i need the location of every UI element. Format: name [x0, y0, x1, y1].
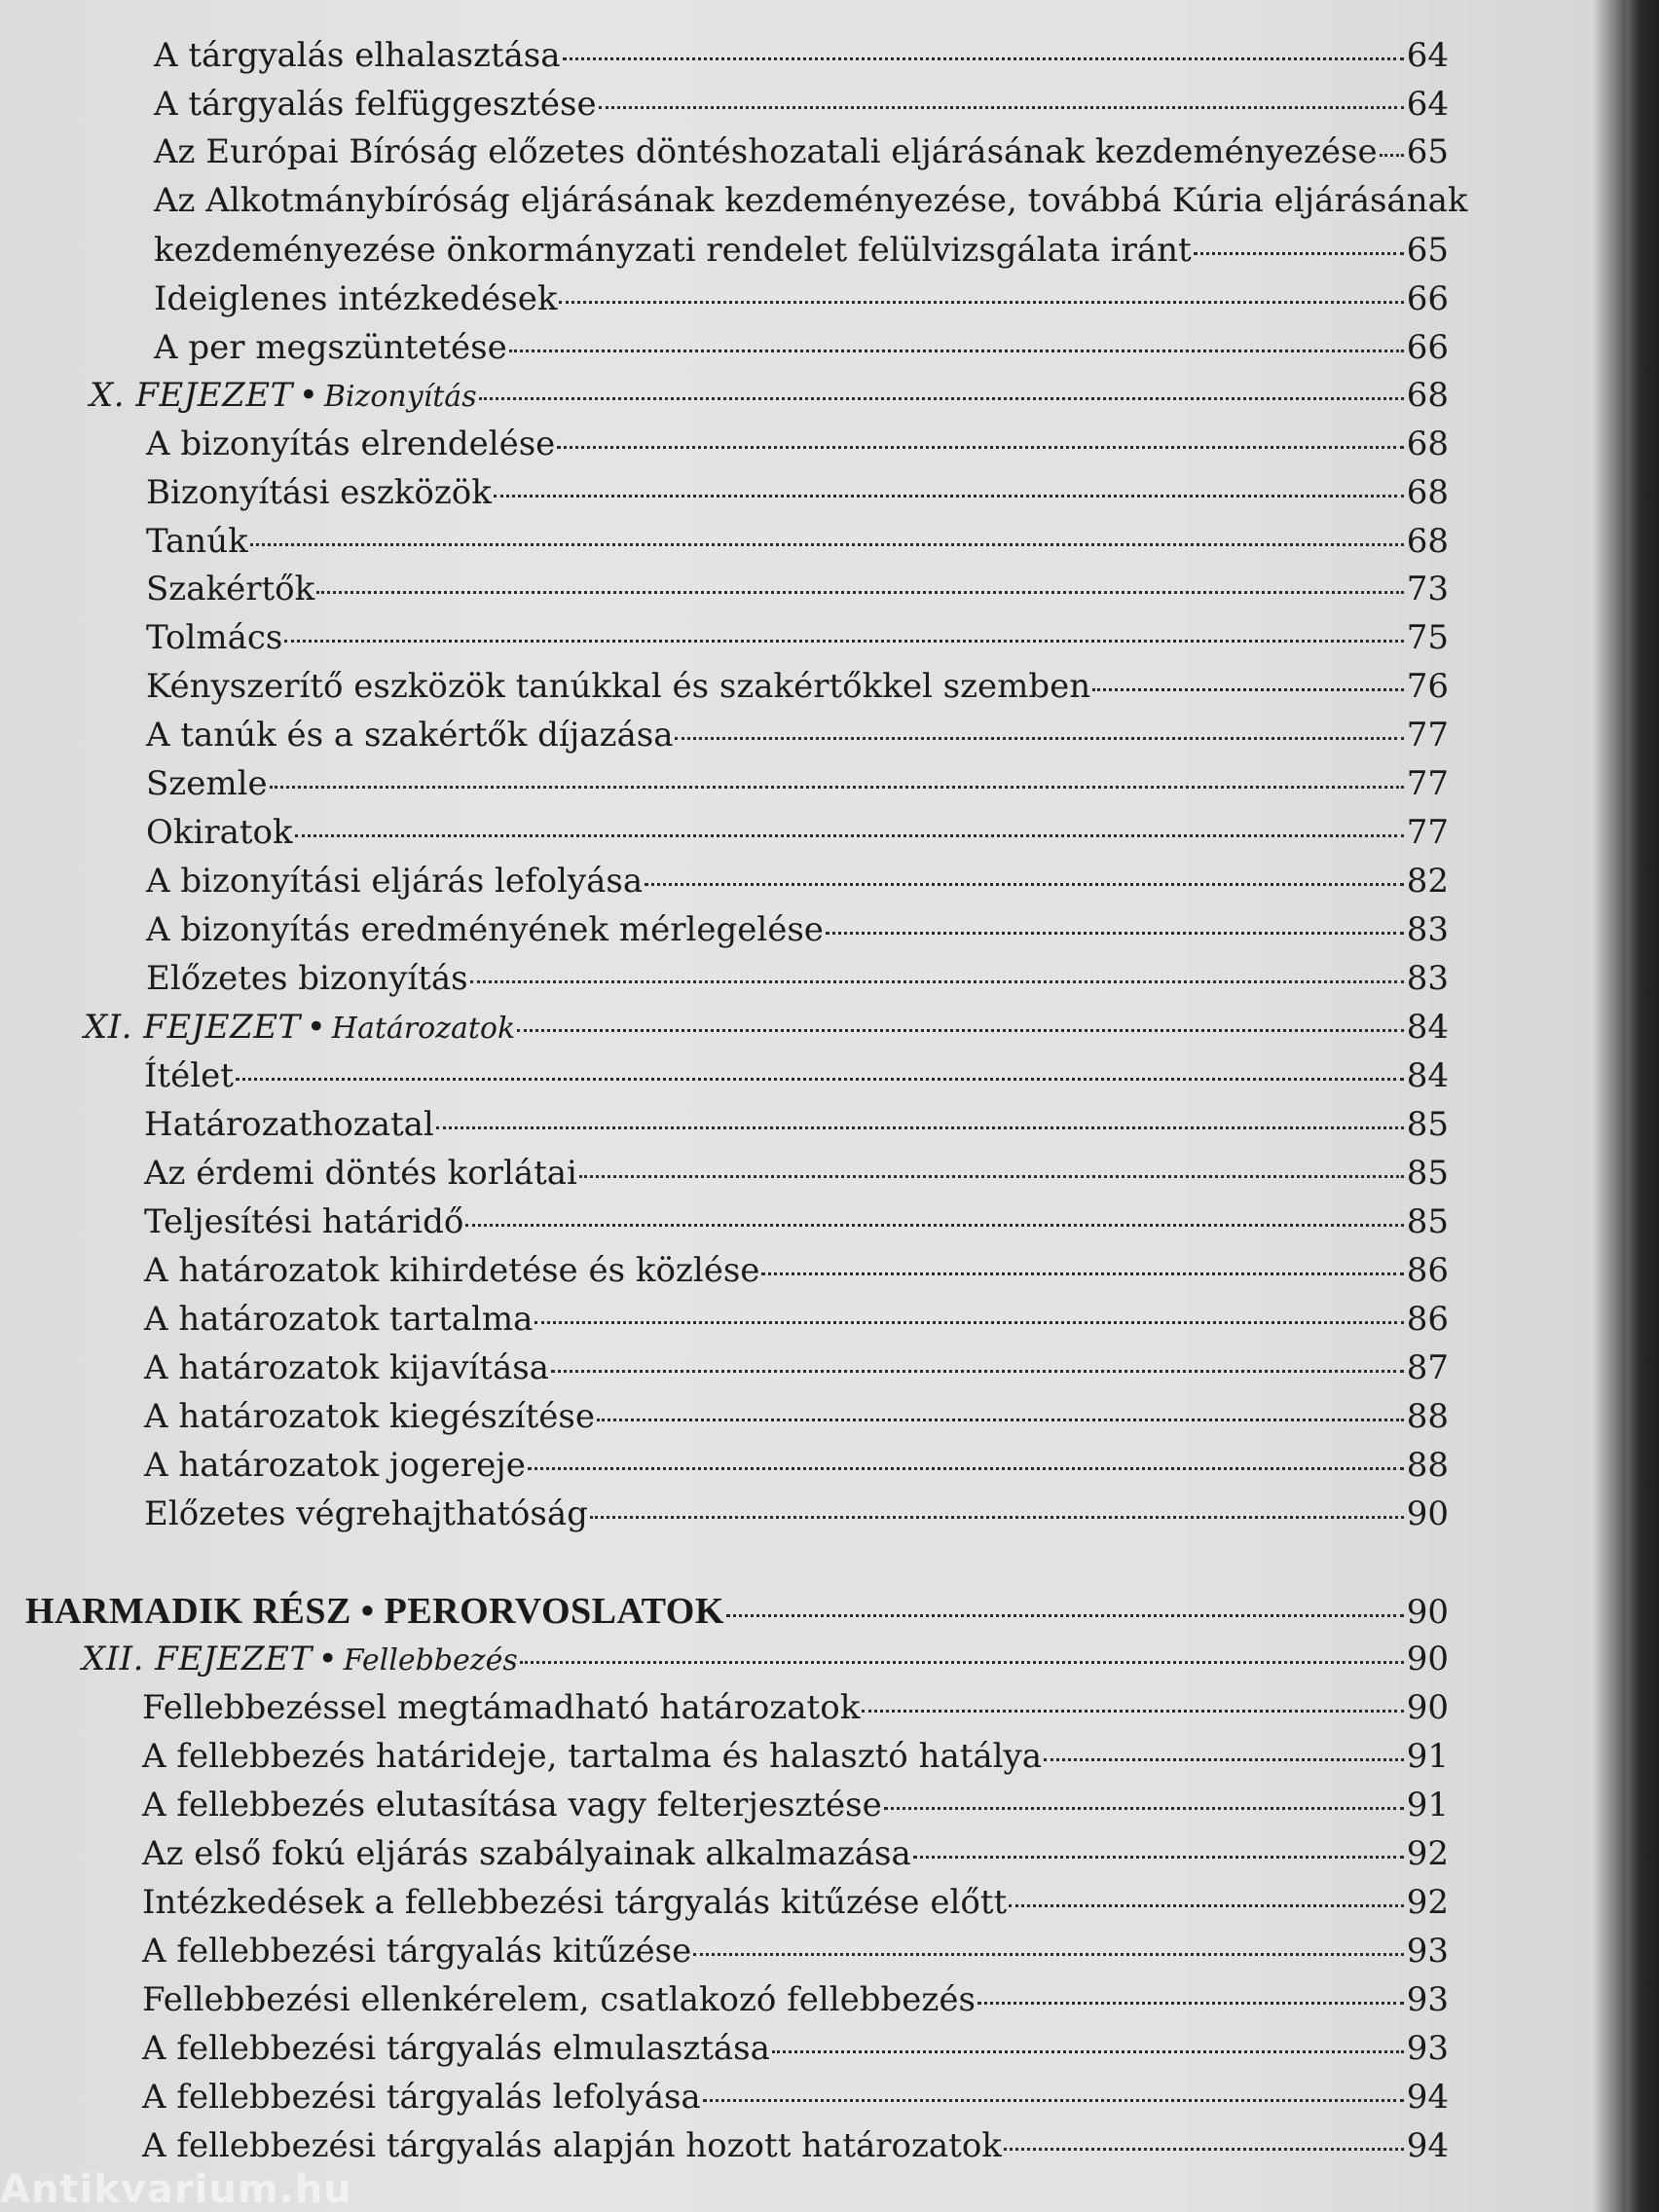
entry-page: 93 [1406, 1980, 1449, 2019]
entry-title: Határozathozatal [144, 1105, 434, 1144]
toc-entry [142, 2126, 1449, 2165]
entry-title: A határozatok jogereje [144, 1446, 526, 1485]
entry-page: 82 [1406, 862, 1449, 901]
toc-entry [154, 36, 1449, 75]
leader-dots [977, 2002, 1404, 2005]
entry-title: Intézkedések a fellebbezési tárgyalás kitűzése előtt [142, 1883, 1008, 1922]
toc-entry [154, 85, 1449, 124]
chapter-label: XII. FEJEZET [82, 1640, 313, 1678]
toc-entry [144, 1348, 1449, 1387]
entry-page: 84 [1406, 1008, 1449, 1047]
leader-dots [436, 1126, 1404, 1129]
chapter-title [84, 1008, 516, 1047]
entry-title: A fellebbezési tárgyalás alapján hozott határozatok [142, 2126, 1002, 2165]
chapter-name: Határozatok [331, 1012, 516, 1046]
entry-title: Az Európai Bíróság előzetes döntéshozatali eljárásának kezdeményezése [154, 132, 1378, 171]
chapter-label: XI. FEJEZET [84, 1008, 301, 1047]
toc-entry [146, 813, 1449, 852]
entry-title: Az érdemi döntés korlátai [144, 1154, 577, 1193]
leader-dots [509, 350, 1404, 352]
leader-dots [693, 1953, 1404, 1956]
entry-page: 75 [1406, 618, 1449, 657]
entry-title: Tanúk [146, 522, 248, 561]
leader-dots [645, 883, 1404, 886]
entry-page: 68 [1406, 522, 1449, 561]
part-heading [25, 1593, 1449, 1630]
entry-page: 88 [1406, 1397, 1449, 1436]
toc-entry [142, 1883, 1449, 1922]
entry-page: 85 [1406, 1154, 1449, 1193]
entry-page: 76 [1406, 667, 1449, 706]
entry-page: 90 [1406, 1688, 1449, 1727]
toc-entry [142, 1980, 1449, 2019]
entry-page: 85 [1406, 1202, 1449, 1241]
toc-entry [142, 1688, 1449, 1727]
entry-title: A fellebbezés határideje, tartalma és halasztó hatálya [142, 1737, 1043, 1776]
chapter-heading [84, 1008, 1449, 1047]
leader-dots [703, 2099, 1404, 2102]
leader-dots [726, 1614, 1404, 1617]
entry-title: Az első fokú eljárás szabályainak alkalmazása [142, 1834, 911, 1873]
entry-page: 85 [1406, 1105, 1449, 1144]
entry-page: 90 [1406, 1494, 1449, 1533]
entry-title: A bizonyítás eredményének mérlegelése [146, 910, 824, 949]
leader-dots [1009, 1904, 1404, 1907]
toc-entry [154, 231, 1449, 270]
entry-page: 91 [1406, 1786, 1449, 1825]
bullet-separator: • [298, 376, 318, 415]
entry-page: 84 [1406, 1056, 1449, 1095]
entry-page: 93 [1406, 2029, 1449, 2068]
toc-entry [154, 132, 1449, 171]
entry-page: 86 [1406, 1300, 1449, 1339]
entry-title: Előzetes bizonyítás [146, 959, 468, 998]
toc-entry [144, 1105, 1449, 1144]
leader-dots [862, 1710, 1404, 1713]
entry-page: 90 [1406, 1593, 1449, 1632]
entry-page: 86 [1406, 1251, 1449, 1290]
toc-entry [146, 862, 1449, 901]
entry-page: 77 [1406, 813, 1449, 852]
entry-page: 68 [1406, 473, 1449, 512]
entry-title: A fellebbezés elutasítása vagy felterjesztése [142, 1786, 882, 1825]
toc-entry [146, 424, 1449, 463]
leader-dots [590, 1516, 1404, 1519]
leader-dots [479, 397, 1404, 400]
entry-page: 65 [1406, 231, 1449, 270]
toc-entry [142, 2029, 1449, 2068]
entry-title: A határozatok kijavítása [144, 1348, 549, 1387]
toc-entry [144, 1056, 1449, 1095]
chapter-title [82, 1642, 518, 1676]
entry-title: A határozatok kihirdetése és közlése [144, 1251, 760, 1290]
entry-page: 65 [1406, 132, 1449, 171]
entry-title: A bizonyítás elrendelése [146, 424, 556, 463]
entry-page: 88 [1406, 1446, 1449, 1485]
leader-dots [528, 1467, 1404, 1470]
entry-title: Teljesítési határidő [144, 1202, 464, 1241]
entry-page: 94 [1406, 2078, 1449, 2117]
chapter-name: Bizonyítás [323, 380, 477, 414]
toc-entry [146, 667, 1449, 706]
leader-dots [465, 1224, 1404, 1227]
leader-dots [884, 1807, 1404, 1810]
leader-dots [563, 57, 1404, 60]
entry-title: Ideiglenes intézkedések [154, 279, 558, 318]
leader-dots [559, 301, 1404, 304]
entry-page: 94 [1406, 2126, 1449, 2165]
entry-title: Tolmács [146, 618, 283, 657]
leader-dots [1092, 688, 1404, 691]
toc-entry [146, 764, 1449, 803]
entry-title: A fellebbezési tárgyalás kitűzése [142, 1932, 692, 1971]
leader-dots [599, 106, 1404, 109]
entry-title: A fellebbezési tárgyalás elmulasztása [142, 2029, 770, 2068]
entry-title: Fellebbezési ellenkérelem, csatlakozó fellebbezés [142, 1980, 976, 2019]
toc-entry [142, 1932, 1449, 1971]
entry-page: 73 [1406, 570, 1449, 608]
entry-page: 92 [1406, 1883, 1449, 1922]
entry-page: 92 [1406, 1834, 1449, 1873]
chapter-name: Fellebbezés [343, 1643, 518, 1677]
leader-dots [675, 737, 1404, 740]
toc-entry [146, 572, 1449, 606]
leader-dots [1380, 154, 1404, 157]
entry-title: A határozatok kiegészítése [144, 1397, 595, 1436]
bullet-separator: • [306, 1008, 326, 1047]
toc-entry-line1: Az Alkotmánybíróság eljárásának kezdeményezése, továbbá Kúria eljárásának [154, 181, 1468, 220]
entry-title: A tárgyalás elhalasztása [154, 36, 561, 75]
leader-dots [1004, 2148, 1404, 2151]
part-title: HARMADIK RÉSZ • PERORVOSLATOK [25, 1591, 724, 1632]
entry-page: 83 [1406, 910, 1449, 949]
entry-page: 68 [1406, 376, 1449, 415]
leader-dots [551, 1370, 1404, 1373]
toc-entry [144, 1202, 1449, 1241]
entry-title: A határozatok tartalma [144, 1300, 534, 1339]
bullet-separator: • [317, 1640, 338, 1678]
book-spine-shadow [1626, 0, 1659, 2212]
entry-title: A per megszüntetése [154, 328, 507, 367]
leader-dots [913, 1856, 1404, 1859]
leader-dots [597, 1419, 1404, 1421]
leader-dots [236, 1078, 1404, 1081]
leader-dots [520, 1661, 1404, 1664]
leader-dots [250, 543, 1404, 546]
toc-entry [144, 1154, 1449, 1193]
entry-page: 90 [1406, 1640, 1449, 1678]
entry-page: 64 [1406, 36, 1449, 75]
toc-entry [146, 910, 1449, 949]
entry-page: 77 [1406, 716, 1449, 755]
entry-title: Bizonyítási eszközök [146, 473, 492, 512]
entry-page: 68 [1406, 424, 1449, 463]
entry-page: 77 [1406, 764, 1449, 803]
leader-dots [316, 591, 1404, 594]
toc-entry [144, 1300, 1449, 1339]
entry-title: Kényszerítő eszközök tanúkkal és szakértőkkel szemben [146, 667, 1091, 706]
entry-title: Előzetes végrehajthatóság [144, 1494, 588, 1533]
entry-title: A bizonyítási eljárás lefolyása [146, 862, 644, 901]
chapter-heading [82, 1642, 1449, 1676]
toc-entry [142, 1786, 1449, 1825]
entry-page: 87 [1406, 1348, 1449, 1387]
toc-entry [142, 1737, 1449, 1776]
toc-entry [144, 1494, 1449, 1533]
toc-entry [144, 1397, 1449, 1436]
entry-title: Szakértők [146, 570, 315, 608]
entry-page: 66 [1406, 279, 1449, 318]
chapter-title [90, 376, 477, 415]
leader-dots [295, 834, 1404, 837]
leader-dots [270, 786, 1404, 789]
entry-title: A tanúk és a szakértők díjazása [146, 716, 674, 755]
toc-entry [146, 618, 1449, 657]
toc-entry [154, 328, 1449, 367]
leader-dots [517, 1029, 1404, 1032]
entry-title: Ítélet [144, 1056, 234, 1095]
entry-title: A tárgyalás felfüggesztése [154, 85, 597, 124]
chapter-label: X. FEJEZET [90, 376, 293, 415]
toc-entry [154, 279, 1449, 318]
toc-entry [146, 959, 1449, 998]
leader-dots [557, 446, 1404, 449]
entry-title: Szemle [146, 764, 268, 803]
entry-page: 66 [1406, 328, 1449, 367]
leader-dots [761, 1272, 1404, 1275]
leader-dots [535, 1321, 1404, 1324]
entry-title: Fellebbezéssel megtámadható határozatok [142, 1688, 861, 1727]
chapter-heading [90, 376, 1449, 415]
entry-page: 91 [1406, 1737, 1449, 1776]
toc-entry [144, 1446, 1449, 1485]
toc-entry [144, 1251, 1449, 1290]
leader-dots [1194, 252, 1404, 255]
leader-dots [1044, 1758, 1404, 1761]
entry-title: Okiratok [146, 813, 293, 852]
leader-dots [470, 980, 1404, 983]
entry-page: 64 [1406, 85, 1449, 124]
toc-entry [146, 716, 1449, 755]
leader-dots [284, 640, 1404, 643]
entry-title: A fellebbezési tárgyalás lefolyása [142, 2078, 701, 2117]
leader-dots [579, 1175, 1404, 1178]
watermark: Antikvarium.hu [0, 2167, 352, 2212]
entry-page: 83 [1406, 959, 1449, 998]
toc-entry [142, 2078, 1449, 2117]
entry-title: kezdeményezése önkormányzati rendelet felülvizsgálata iránt [154, 231, 1192, 270]
leader-dots [772, 2050, 1404, 2053]
leader-dots [494, 495, 1404, 498]
toc-entry [146, 473, 1449, 512]
leader-dots [826, 932, 1404, 935]
toc-entry [146, 522, 1449, 561]
toc-entry [142, 1834, 1449, 1873]
entry-page: 93 [1406, 1932, 1449, 1971]
